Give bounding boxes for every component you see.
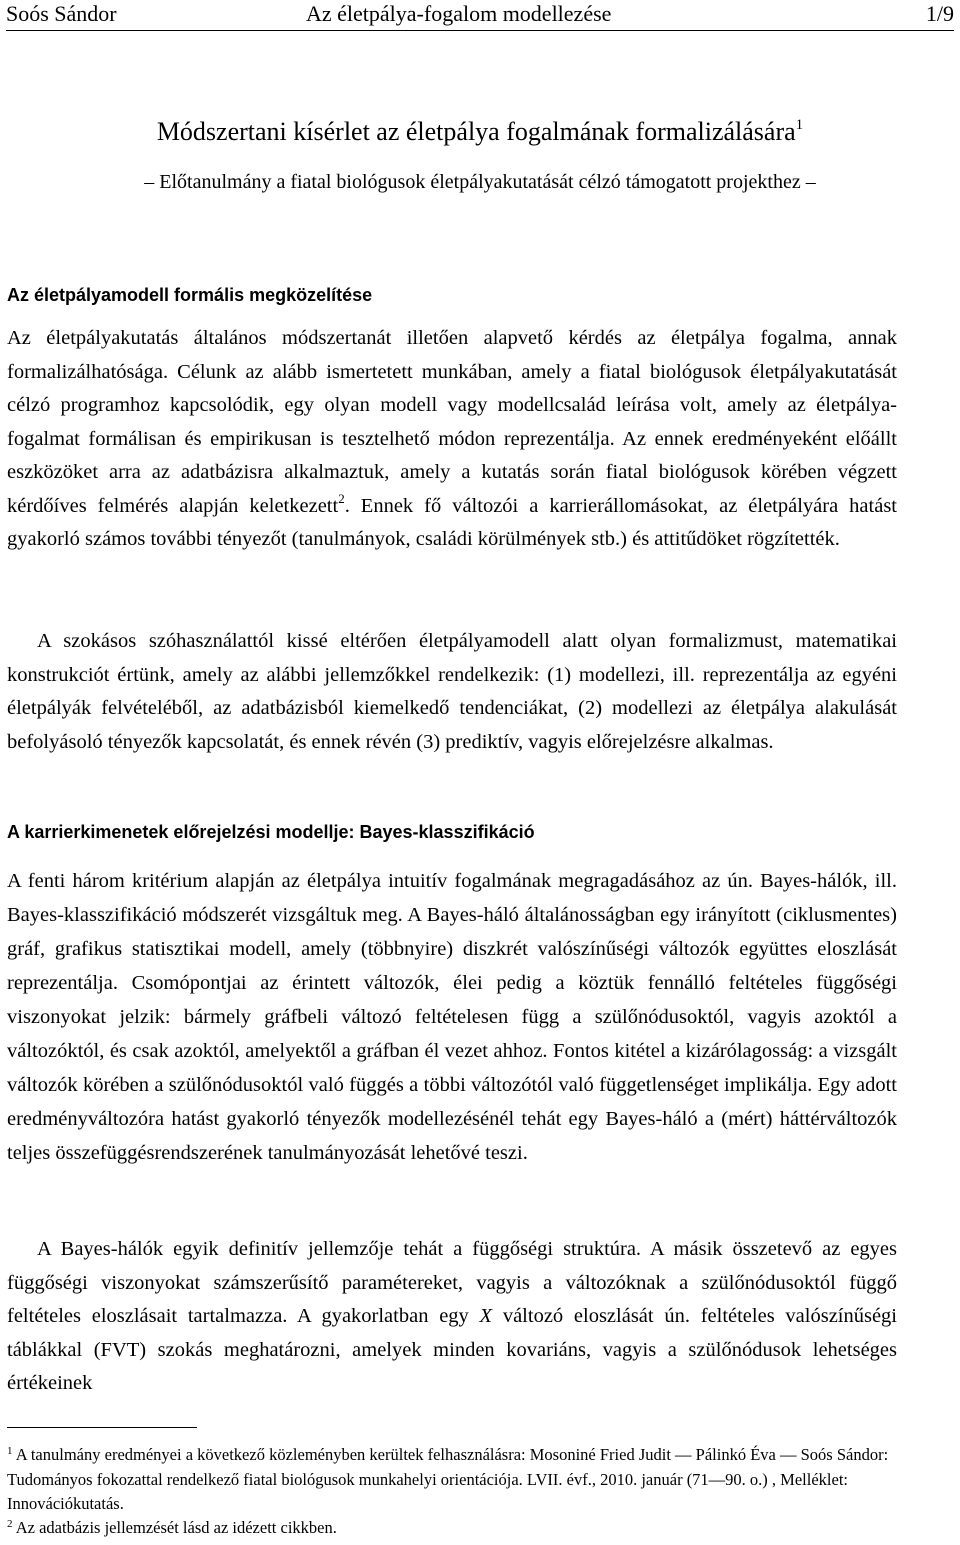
paragraph-intro-text-a: Az életpályakutatás általános módszertanát illetően alapvető kérdés az életpálya fogalma, annak formalizálhatósága. Célunk az alább ismertetett munkában, amely a fiatal biológusok életpályakutatását célzó programhoz kapcsolódik, egy olyan modell vagy modellcsalád leírása volt, amely az életpálya-fogalmat formálisan és empirikusan is tesztelhető módon reprezentálja. Az ennek eredményeként előállt eszközöket arra az adatbázisra alkalmaztuk, amely a kutatás során fiatal biológusok körében végzett kérdőíves felmérés alapján keletkezett [7,327,897,517]
footnote-2-mark: 2 [7,1518,13,1530]
footnote-ref-2[interactable]: 2 [338,490,345,506]
paragraph-model-definition: A szokásos szóhasználattól kissé eltérően életpályamodell alatt olyan formalizmust, matematikai konstrukciót értünk, amely az alábbi jellemzőkkel rendelkezik: (1) modellezi, ill. reprezentálja az egyéni életpályák felvételéből, az adatbázisból kiemelkedő tendenciákat, (2) modellezi az életpálya alakulását befolyásoló tényezők kapcsolatát, és ennek révén (3) prediktív, vagyis előrejelzésre alkalmas. [7,630,897,753]
paragraph-bayes-network: A fenti három kritérium alapján az életpálya intuitív fogalmának megragadásához az ún. Bayes-hálók, ill. Bayes-klasszifikáció módszerét vizsgáltuk meg. A Bayes-háló általánosságban egy irányított (ciklusmentes) gráf, grafikus statisztikai modell, amely (többnyire) diszkrét valószínűségi változók együttes eloszlását reprezentálja. Csomópontjai az érintett változók, élei pedig a köztük fennálló feltételes függőségi viszonyokat jelzik: bármely gráfbeli változó feltételesen függ a szülőnódusoktól, vagyis azoktól a változóktól, és csak azoktól, amelyektől a gráfban él vezet ahhoz. Fontos kitétel a kizárólagosság: a vizsgált változók körében a szülőnódusoktól való függés a többi változótól való függetlenséget implikálja. Egy adott eredményváltozóra hatást gyakorló tényezők modellezésénél tehát egy Bayes-háló a (mért) háttérváltozók teljes összefüggésrendszerének tanulmányozását lehetővé teszi. [7,870,897,1164]
variable-x: X [479,1305,493,1327]
paragraph-intro [7,322,897,557]
paragraph-dependency-structure [7,1233,897,1401]
paragraph-dependency-text-a: A Bayes-hálók egyik definitív jellemzője tehát a függőségi struktúra. A másik összetevő az egyes függőségi viszonyokat számszerűsítő paramétereket, vagyis a változóknak a szülőnódusoktól függő feltételes eloszlásait tartalmazza. A gyakorlatban egy [7,1238,897,1327]
document-subtitle: – Előtanulmány a fiatal biológusok életpályakutatását célzó támogatott projekthez – [144,171,816,193]
footnote-1-mark: 1 [7,1445,13,1457]
footnote-1-text: A tanulmány eredményei a következő közleményben kerültek felhasználásra: Mosoniné Fried Judit — Pálinkó Éva — Soós Sándor: Tudományos fokozattal rendelkező fiatal biológusok munkahelyi orientációja. LVII. évf., 2010. január (71—90. o.) , Melléklet: Innovációkutatás. [7,1445,889,1513]
footnote-2-text: Az adatbázis jellemzését lásd az idézett cikkben. [15,1518,337,1537]
header-title: Az életpálya-fogalom modellezése [306,1,612,26]
paragraph-intro-text-b: . Ennek fő változói a karrierállomásokat, az életpályára hatást gyakorló számos további tényezőt (tanulmányok, családi körülmények stb.) és attitűdöket rögzítették. [7,494,897,550]
section-heading-formal-approach: Az életpályamodell formális megközelítése [7,285,373,305]
document-title-text: Módszertani kísérlet az életpálya fogalmának formalizálására [156,117,796,146]
page-number: 1/9 [925,1,954,26]
paragraph-dependency-text-b: változó eloszlását ún. feltételes valószínűségi táblákkal (FVT) szokás meghatározni, amelyek minden kovariáns, vagyis a szülőnódusok lehetséges értékeinek [7,1305,898,1394]
header-author: Soós Sándor [6,1,117,26]
document-title [0,115,960,149]
footnote-1 [7,1443,897,1517]
footnote-separator [7,1427,197,1428]
footnote-2 [7,1516,897,1541]
section-heading-bayes: A karrierkimenetek előrejelzési modellje: Bayes-klasszifikáció [7,822,535,842]
footnote-ref-1[interactable]: 1 [795,117,804,133]
running-header [6,0,954,31]
